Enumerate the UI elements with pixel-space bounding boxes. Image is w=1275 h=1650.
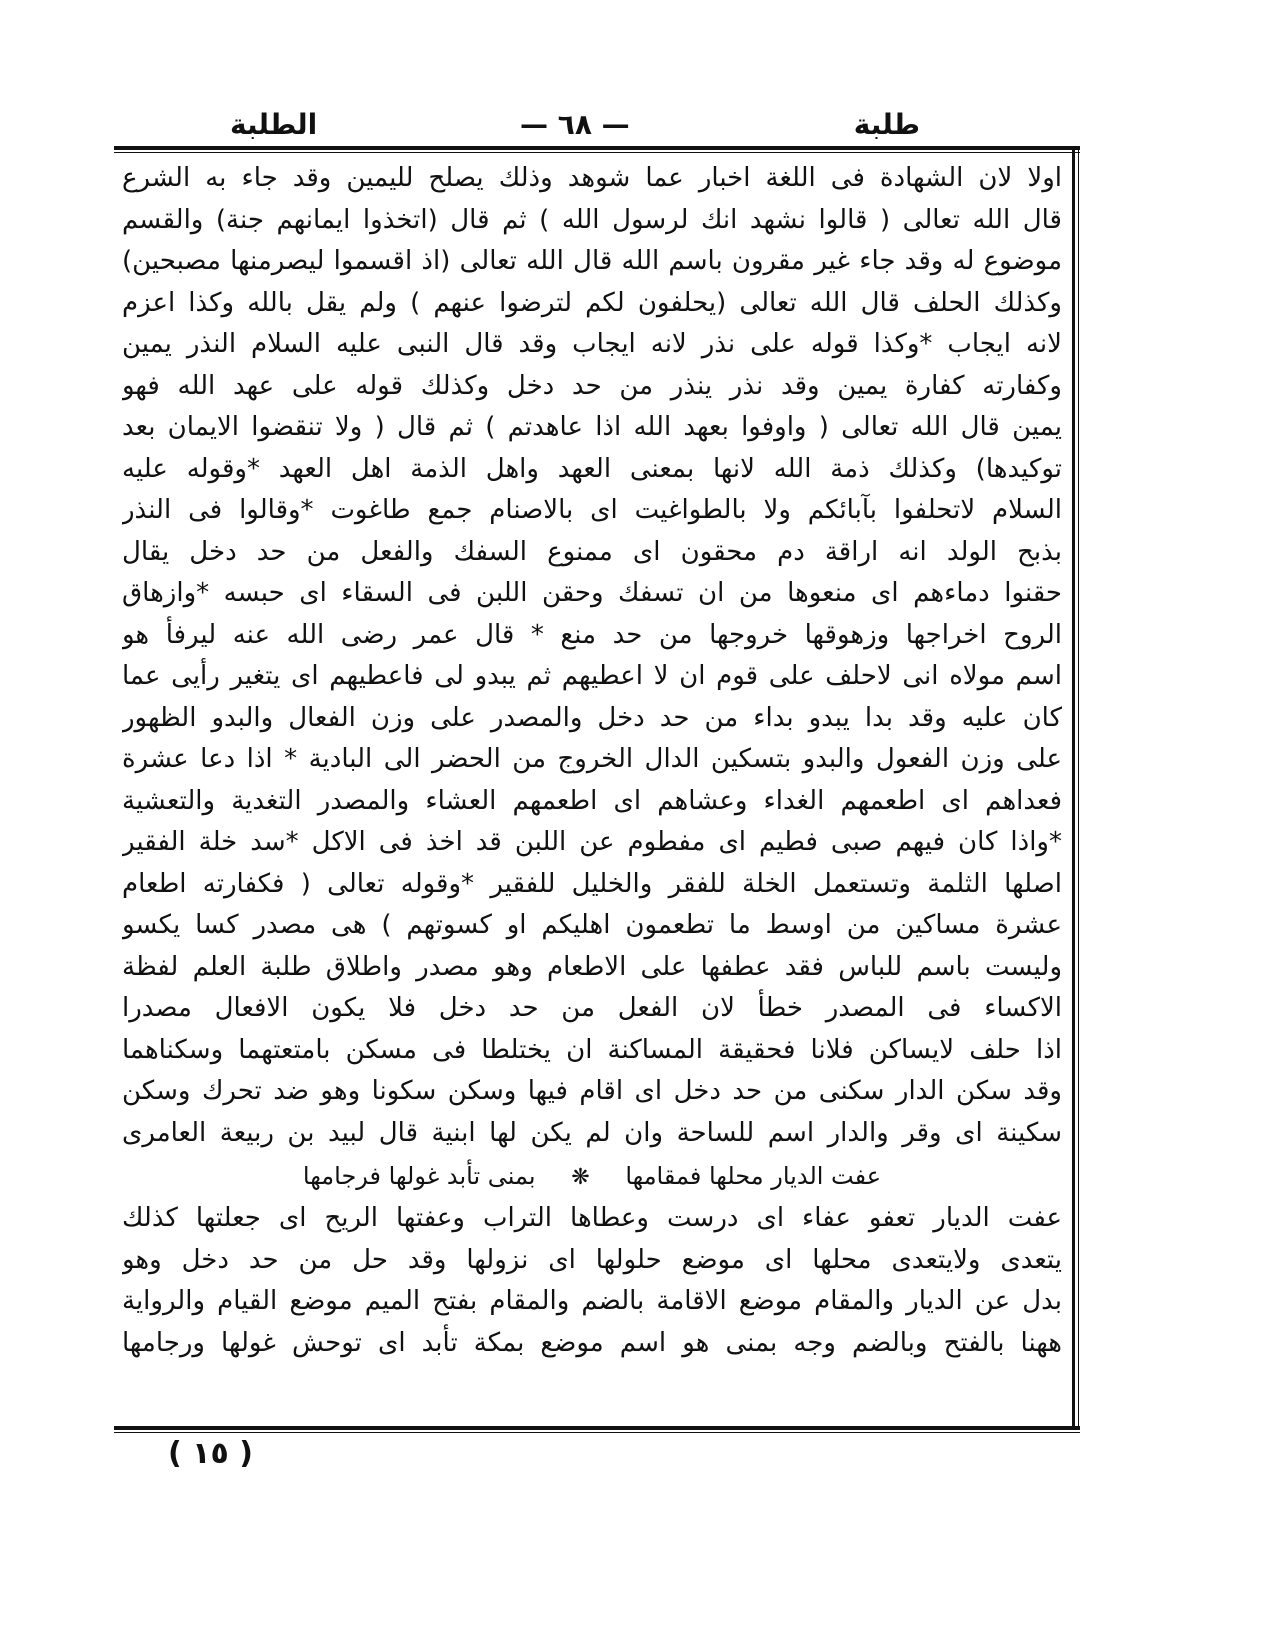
signature-mark: ( ١٥ ) xyxy=(168,1436,253,1471)
top-rule-thin xyxy=(114,152,1080,153)
text-line: وليست باسم للباس فقد عطفها على الاطعام وهو مصدر واطلاق طلبة العلم لفظة xyxy=(122,951,1062,982)
bottom-rule-thick xyxy=(114,1426,1080,1430)
verse-second-hemistich: بمنى تأبد غولها فرجامها xyxy=(302,1162,536,1190)
side-rule-thick xyxy=(1072,150,1075,1428)
main-text-block xyxy=(122,158,1062,1364)
text-line: عفت الديار تعفو عفاء اى درست وعطاها التراب وعفتها الريح اى جعلتها كذلك xyxy=(122,1203,1062,1233)
text-line: السلام لاتحلفوا بآبائكم ولا بالطواغيت اى بالاصنام جمع طاغوت *وقالوا فى النذر xyxy=(122,495,1062,525)
text-line: حقنوا دماءهم اى منعوها من ان تسفك وحقن اللبن فى السقاء اى حبسه *وازهاق xyxy=(122,578,1062,608)
running-header xyxy=(230,108,920,148)
text-line: الاكساء فى المصدر خطأ لان الفعل من حد دخل فلا يكون الافعال مصدرا xyxy=(122,993,1062,1023)
text-line: قال الله تعالى ( قالوا نشهد انك لرسول الله ) ثم قال (اتخذوا ايمانهم جنة) والقسم xyxy=(122,204,1062,235)
verse-first-hemistich: عفت الديار محلها فمقامها xyxy=(625,1162,882,1190)
text-line: ههنا بالفتح وبالضم وجه بمنى هو اسم موضع بمكة تأبد اى توحش غولها ورجامها xyxy=(122,1327,1062,1358)
bottom-rule-thin xyxy=(114,1432,1080,1433)
header-right-title: طلبة xyxy=(853,108,920,141)
text-line: بدل عن الديار والمقام موضع الاقامة بالضم والمقام بفتح الميم موضع القيام والرواية xyxy=(122,1286,1062,1316)
text-line: اصلها الثلمة وتستعمل الخلة للفقر والخليل للفقير *وقوله تعالى ( فكفارته اطعام xyxy=(122,868,1062,899)
text-line: *واذا كان فيهم صبى فطيم اى مفطوم عن اللبن قد اخذ فى الاكل *سد خلة الفقير xyxy=(122,827,1062,857)
text-line: لانه ايجاب *وكذا قوله على نذر لانه ايجاب وقد قال النبى عليه السلام النذر يمين xyxy=(122,329,1062,359)
text-line: اذا حلف لايساكن فلانا فحقيقة المساكنة ان يختلطا فى مسكن بامتعتهما وسكناهما xyxy=(122,1034,1062,1065)
text-line: اولا لان الشهادة فى اللغة اخبار عما شوهد وذلك يصلح لليمين وقد جاء به الشرع xyxy=(122,163,1062,193)
text-line: سكينة اى وقر والدار اسم للساحة وان لم يكن لها ابنية قال لبيد بن ربيعة العامرى xyxy=(122,1117,1062,1148)
text-line: بذبح الولد انه اراقة دم محقون اى ممنوع السفك والفعل من حد دخل يقال xyxy=(122,536,1062,567)
text-line: وقد سكن الدار سكنى من حد دخل اى اقام فيها وسكن سكونا وهو ضد تحرك وسكن xyxy=(122,1076,1062,1106)
text-line: يمين قال الله تعالى ( واوفوا بعهد الله اذا عاهدتم ) ثم قال ( ولا تنقضوا الايمان بعد xyxy=(122,412,1062,442)
side-rule-thin xyxy=(1078,150,1079,1428)
text-line: يتعدى ولايتعدى محلها اى موضع حلولها اى نزولها وقد حل من حد دخل وهو xyxy=(122,1244,1062,1275)
text-line: على وزن الفعول والبدو بتسكين الدال الخروج من الحضر الى البادية * اذا دعا عشرة xyxy=(122,744,1062,774)
text-line: اسم مولاه انى لاحلف على قوم ان لا اعطيهم ثم يبدو لى فاعطيهم اى يتغير رأيى عما xyxy=(122,661,1062,691)
text-line: موضوع له وقد جاء غير مقرون باسم الله قال الله تعالى (اذ اقسموا ليصرمنها مصبحين) xyxy=(122,246,1062,276)
text-line: عشرة مساكين من اوسط ما تطعمون اهليكم او كسوتهم ) هى مصدر كسا يكسو xyxy=(122,910,1062,940)
text-line: كان عليه وقد بدا يبدو بداء من حد دخل والمصدر على وزن الفعال والبدو الظهور xyxy=(122,702,1062,733)
text-line: توكيدها) وكذلك ذمة الله لانها بمعنى العهد واهل الذمة اهل العهد *وقوله عليه xyxy=(122,453,1062,484)
page-number: — ٦٨ — xyxy=(520,108,630,141)
verse-separator-star: ❋ xyxy=(571,1165,590,1190)
header-left-title: الطلبة xyxy=(230,108,318,141)
text-line: فعداهم اى اطعمهم الغداء وعشاهم اى اطعمهم العشاء والمصدر التغدية والتعشية xyxy=(122,785,1062,816)
top-rule-thick xyxy=(114,146,1080,150)
text-line: الروح اخراجها وزهوقها خروجها من حد منع * قال عمر رضى الله عنه ليرفأ هو xyxy=(122,619,1062,650)
text-line: وكفارته كفارة يمين وقد نذر ينذر من حد دخل وكذلك قوله على عهد الله فهو xyxy=(122,370,1062,401)
poem-verse xyxy=(122,1154,1062,1198)
text-line: وكذلك الحلف قال الله تعالى (يحلفون لكم لترضوا عنهم ) ولم يقل بالله وكذا اعزم xyxy=(122,287,1062,318)
